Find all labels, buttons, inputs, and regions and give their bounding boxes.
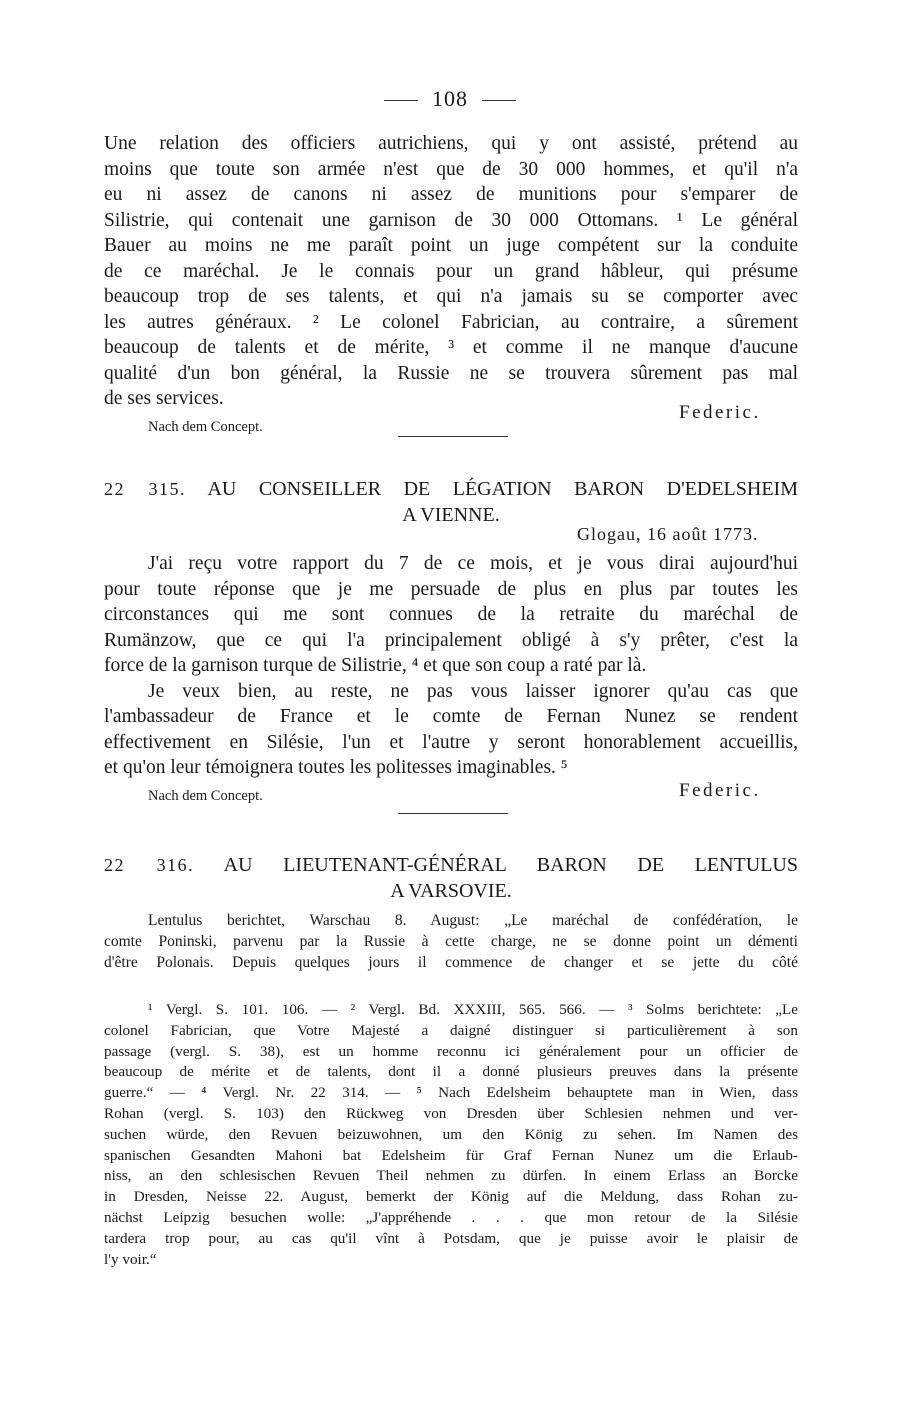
text-line: et qu'on leur témoignera toutes les politesses imaginables. ⁵ xyxy=(104,757,568,778)
page-number-dash-right xyxy=(482,100,516,101)
text-line: Lentulus berichtet, Warschau 8. August: „Le maréchal de confédération, le xyxy=(148,912,798,929)
text-line: Bauer au moins ne me paraît point un juge compétent sur la conduite xyxy=(104,235,798,256)
letter-number: 22 315. xyxy=(104,479,187,499)
text-line: Je veux bien, au reste, ne pas vous laisser ignorer qu'au cas que xyxy=(148,680,798,702)
letter-summary xyxy=(104,910,798,973)
signature: Federic. xyxy=(679,780,761,801)
letter-destination: A VIENNE. xyxy=(402,504,500,526)
text-line: de ses services. xyxy=(104,388,224,409)
footnote-line: in Dresden, Neisse 22. August, bemerkt der König auf die Meldung, dass Rohan zu- xyxy=(104,1188,798,1206)
footnote-line: spanischen Gesandten Mahoni bat Edelsheim für Graf Fernan Nunez um die Erlaub- xyxy=(104,1146,798,1164)
footnote-line: beaucoup de mérite et de talents, dont il a donné plusieurs preuves dans la présente xyxy=(104,1063,798,1081)
footnotes xyxy=(104,1000,798,1270)
letter-heading xyxy=(104,476,798,528)
text-line: circonstances qui me sont connues de la retraite du maréchal de xyxy=(104,604,798,625)
footnote-line: suchen würde, den Revuen beizuwohnen, um den König zu sehen. Im Namen des xyxy=(104,1125,798,1143)
text-line: pour toute réponse que je me persuade de plus en plus par toutes les xyxy=(104,578,798,600)
footnote-line: ¹ Vergl. S. 101. 106. — ² Vergl. Bd. XXXIII, 565. 566. — ³ Solms berichtete: „Le xyxy=(148,1001,798,1018)
footnote-line: passage (vergl. S. 38), est un homme reconnu ici généralement pour un officier de xyxy=(104,1042,798,1060)
text-line: comte Poninski, parvenu par la Russie à cette charge, ne se donne point un démenti xyxy=(104,933,798,950)
letter-destination: A VARSOVIE. xyxy=(390,880,512,902)
letter-title: AU LIEUTENANT-GÉNÉRAL BARON DE LENTULUS xyxy=(223,854,798,876)
text-line: Une relation des officiers autrichiens, qui y ont assisté, prétend au xyxy=(104,133,798,154)
footnote-line: niss, an den schlesischen Revuen Theil nehmen zu dürfen. In einem Erlass an Borcke xyxy=(104,1167,798,1185)
page-number xyxy=(0,86,900,112)
letter-heading-row xyxy=(104,476,798,502)
text-line: les autres généraux. ² Le colonel Fabrician, au contraire, a sûrement xyxy=(104,311,798,333)
text-line: force de la garnison turque de Silistrie, ⁴ et que son coup a raté par là. xyxy=(104,655,647,676)
source-note: Nach dem Concept. xyxy=(148,788,263,804)
footnote-line: guerre.“ — ⁴ Vergl. Nr. 22 314. — ⁵ Nach Edelsheim behauptete man in Wien, dass xyxy=(104,1084,798,1102)
text-line: beaucoup trop de ses talents, et qui n'a jamais su se comporter avec xyxy=(104,286,798,307)
footnote-line: l'y voir.“ xyxy=(104,1250,157,1268)
page-number-text: 108 xyxy=(432,86,468,111)
footnote-line: colonel Fabrician, que Votre Majesté a daigné distinguer si particulièrement à son xyxy=(104,1021,798,1039)
section-divider xyxy=(398,436,508,437)
letter-title: AU CONSEILLER DE LÉGATION BARON D'EDELSHEIM xyxy=(207,478,799,500)
letter-heading xyxy=(104,852,798,904)
text-line: Rumänzow, que ce qui l'a principalement obligé à s'y prêter, c'est la xyxy=(104,629,798,651)
letter-heading-row xyxy=(104,852,798,878)
section-divider xyxy=(398,813,508,814)
text-line: qualité d'un bon général, la Russie ne se trouvera sûrement pas mal xyxy=(104,362,798,384)
text-line: d'être Polonais. Depuis quelques jours il commence de changer et se jette du côté xyxy=(104,954,798,971)
page-number-dash-left xyxy=(384,100,418,101)
text-line: beaucoup de talents et de mérite, ³ et comme il ne manque d'aucune xyxy=(104,337,798,358)
text-line: moins que toute son armée n'est que de 30 000 hommes, et qu'il n'a xyxy=(104,158,798,180)
text-line: Silistrie, qui contenait une garnison de 30 000 Ottomans. ¹ Le général xyxy=(104,209,798,231)
letter-body xyxy=(104,551,798,781)
footnote-line: Rohan (vergl. S. 103) den Rückweg von Dresden über Schlesien nehmen und ver- xyxy=(104,1104,798,1122)
dateline: Glogau, 16 août 1773. xyxy=(577,524,759,544)
text-line: de ce maréchal. Je le connais pour un grand hâbleur, qui présume xyxy=(104,260,798,282)
signature: Federic. xyxy=(679,402,761,423)
letter-continuation xyxy=(104,131,798,412)
text-line: effectivement en Silésie, l'un et l'autre y seront honorablement accueillis, xyxy=(104,731,798,753)
source-note: Nach dem Concept. xyxy=(148,419,263,435)
text-line: l'ambassadeur de France et le comte de Fernan Nunez se rendent xyxy=(104,706,798,727)
text-line: J'ai reçu votre rapport du 7 de ce mois, et je vous dirai aujourd'hui xyxy=(148,553,798,574)
footnote-line: nächst Leipzig besuchen wolle: „J'appréhende . . . que mon retour de la Silésie xyxy=(104,1208,798,1226)
footnote-line: tardera trop pour, au cas qu'il vînt à Potsdam, que je puisse avoir le plaisir de xyxy=(104,1229,798,1247)
text-line: eu ni assez de canons ni assez de munitions pour s'emparer de xyxy=(104,184,798,205)
letter-number: 22 316. xyxy=(104,855,195,875)
